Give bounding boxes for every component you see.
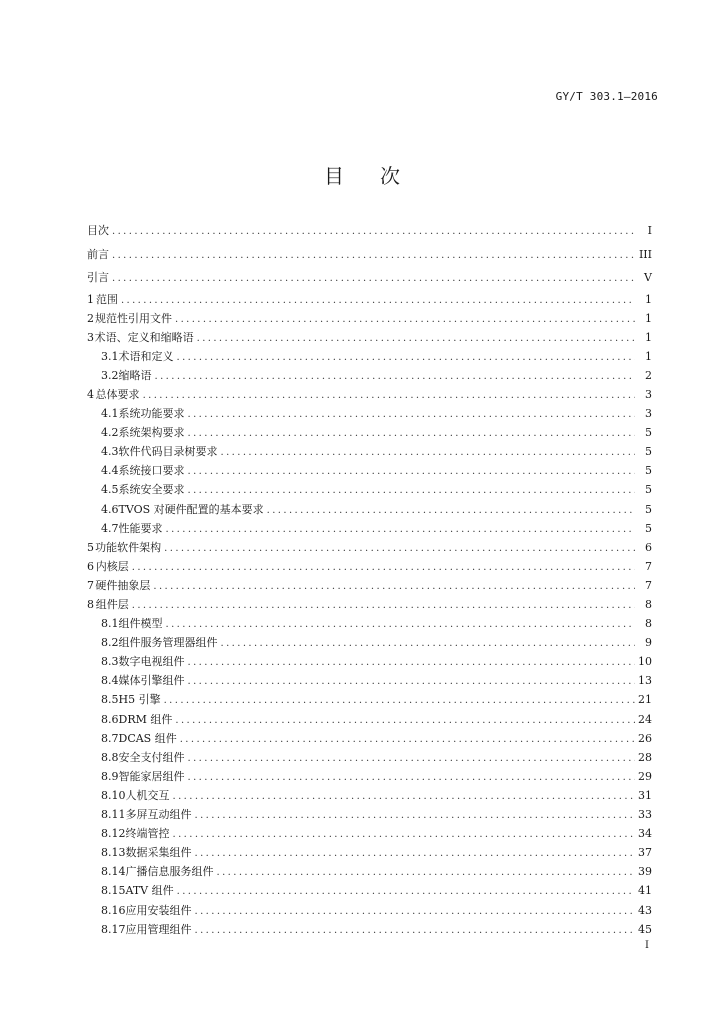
toc-entry-page: 1 (645, 349, 652, 363)
toc-entry-label: 系统安全要求 (118, 483, 185, 497)
toc-entry[interactable] (87, 366, 652, 385)
toc-entry-label: ATV 组件 (125, 884, 174, 898)
title-char-1: 目 (324, 164, 344, 188)
toc-leader-dots (164, 539, 635, 558)
toc-entry-label: 总体要求 (95, 387, 140, 401)
toc-entry[interactable] (87, 824, 652, 843)
toc-entry[interactable] (87, 423, 652, 442)
toc-entry-number: 4.7 (101, 521, 119, 535)
toc-entry-number: 8.7 (101, 731, 119, 745)
toc-leader-dots (195, 902, 636, 921)
toc-entry[interactable] (87, 862, 652, 881)
document-code: GY/T 303.1—2016 (555, 90, 658, 103)
toc-leader-dots (121, 291, 635, 310)
toc-leader-dots (195, 806, 636, 825)
toc-entry-label: 组件模型 (118, 617, 163, 631)
toc-entry-label: 范围 (95, 292, 118, 306)
toc-entry-label: TVOS 对硬件配置的基本要求 (118, 502, 264, 516)
toc-entry-label: 前言 (87, 247, 109, 261)
toc-entry-label: 应用安装组件 (125, 903, 192, 917)
toc-entry[interactable] (87, 576, 652, 595)
toc-leader-dots (221, 443, 636, 462)
toc-entry-label: DRM 组件 (118, 712, 173, 726)
toc-entry-label: 术语和定义 (118, 349, 174, 363)
toc-entry-page: 7 (645, 559, 652, 573)
toc-entry[interactable] (87, 385, 652, 404)
toc-entry[interactable] (87, 633, 652, 652)
toc-entry-page: 28 (638, 750, 652, 764)
toc-entry-page: 3 (645, 387, 652, 401)
toc-entry-label: 功能软件架构 (95, 540, 162, 554)
toc-entry-page: 5 (645, 502, 652, 516)
toc-entry-number: 3.1 (101, 349, 119, 363)
toc-leader-dots (188, 424, 636, 443)
toc-entry-number: 8 (87, 598, 94, 611)
toc-entry-label: 缩略语 (118, 368, 152, 382)
toc-entry[interactable] (87, 843, 652, 862)
toc-leader-dots (164, 691, 635, 710)
toc-entry-number: 8.3 (101, 655, 119, 669)
toc-entry-number: 6 (87, 559, 94, 573)
toc-entry-number: 4.1 (101, 407, 119, 421)
toc-entry[interactable] (87, 461, 652, 480)
toc-entry-page: 7 (645, 578, 652, 592)
toc-entry-label: 媒体引擎组件 (118, 674, 185, 688)
toc-entry-number: 8.13 (101, 846, 126, 860)
toc-entry-label: 内核层 (95, 559, 129, 573)
toc-entry-page: 5 (645, 483, 652, 497)
toc-entry[interactable] (87, 404, 652, 423)
toc-entry[interactable] (87, 519, 652, 538)
toc-entry-page: 31 (638, 788, 652, 802)
toc-entry[interactable] (87, 767, 652, 786)
toc-leader-dots (188, 672, 636, 691)
toc-entry[interactable] (87, 881, 652, 900)
toc-entry-page: 9 (645, 636, 652, 650)
toc-entry-page: 8 (645, 598, 652, 611)
toc-leader-dots (132, 596, 635, 615)
toc-entry[interactable] (87, 442, 652, 461)
toc-entry-page: 5 (645, 445, 652, 459)
toc-leader-dots (166, 615, 636, 634)
toc-leader-dots (166, 520, 636, 539)
toc-leader-dots (112, 220, 635, 244)
toc-entry-page: 13 (638, 674, 652, 688)
toc-entry[interactable] (87, 671, 652, 690)
toc-entry-label: 软件代码目录树要求 (118, 445, 218, 459)
toc-entry-number: 3 (87, 330, 94, 344)
toc-entry[interactable] (87, 729, 652, 748)
toc-leader-dots (112, 267, 635, 291)
toc-entry-label: 数字电视组件 (118, 655, 185, 669)
toc-entry-page: V (644, 271, 652, 284)
toc-entry-page: 24 (638, 712, 652, 726)
toc-entry-number: 4.2 (101, 426, 119, 440)
toc-entry[interactable] (87, 500, 652, 519)
toc-entry-number: 8.8 (101, 750, 119, 764)
toc-entry[interactable] (87, 266, 652, 290)
toc-entry-page: 29 (638, 769, 652, 783)
toc-leader-dots (188, 653, 636, 672)
toc-entry-page: 43 (638, 903, 652, 917)
toc-entry-label: 系统架构要求 (118, 426, 185, 440)
toc-entry-number: 4 (87, 387, 94, 401)
toc-entry-number: 4.3 (101, 445, 119, 459)
toc-entry-number: 8.17 (101, 922, 126, 936)
toc-entry-label: 广播信息服务组件 (125, 865, 214, 879)
toc-entry-number: 3.2 (101, 368, 119, 382)
toc-entry[interactable] (87, 748, 652, 767)
toc-leader-dots (175, 711, 635, 730)
toc-entry-number: 8.1 (101, 617, 119, 631)
toc-entry-page: 10 (638, 655, 652, 669)
toc-entry-page: 1 (645, 292, 652, 306)
toc-entry-label: H5 引擎 (118, 693, 161, 707)
toc-entry-number: 8.10 (101, 788, 126, 802)
toc-entry-label: 数据采集组件 (125, 846, 192, 860)
toc-leader-dots (197, 329, 635, 348)
toc-entry-page: I (647, 224, 652, 237)
toc-entry-number: 8.9 (101, 769, 119, 783)
toc-entry[interactable] (87, 710, 652, 729)
toc-entry-page: 2 (645, 368, 652, 382)
toc-leader-dots (177, 348, 636, 367)
toc-entry[interactable] (87, 328, 652, 347)
toc-leader-dots (177, 882, 635, 901)
toc-entry-label: 目次 (87, 224, 109, 237)
toc-entry[interactable] (87, 901, 652, 920)
toc-entry-number: 8.11 (101, 808, 126, 822)
toc-leader-dots (112, 244, 635, 268)
toc-entry-number: 8.15 (101, 884, 126, 898)
toc-entry-number: 2 (87, 311, 94, 325)
toc-entry[interactable] (87, 243, 652, 267)
toc-entry-label: 性能要求 (118, 521, 163, 535)
toc-entry-page: 5 (645, 426, 652, 440)
toc-entry[interactable] (87, 786, 652, 805)
toc-entry[interactable] (87, 920, 652, 939)
toc-leader-dots (217, 863, 636, 882)
toc-entry-page: 41 (638, 884, 652, 898)
toc-entry-label: 组件服务管理器组件 (118, 636, 218, 650)
toc-entry[interactable] (87, 805, 652, 824)
toc-leader-dots (180, 730, 635, 749)
toc-entry-number: 1 (87, 292, 94, 306)
toc-entry-label: 硬件抽象层 (95, 578, 151, 592)
toc-entry-number: 8.4 (101, 674, 119, 688)
toc-entry-page: 33 (638, 808, 652, 822)
toc-entry[interactable] (87, 347, 652, 366)
toc-entry-label: 智能家居组件 (118, 769, 185, 783)
toc-entry-label: 终端管控 (125, 827, 170, 841)
toc-leader-dots (143, 386, 635, 405)
toc-entry-label: 规范性引用文件 (94, 311, 172, 325)
toc-entry-number: 4.6 (101, 502, 119, 516)
toc-entry-number: 8.5 (101, 693, 119, 707)
toc-leader-dots (188, 749, 636, 768)
toc-entry[interactable] (87, 690, 652, 709)
toc-leader-dots (188, 768, 636, 787)
page-title (0, 160, 724, 189)
toc-entry-label: 人机交互 (125, 788, 170, 802)
toc-entry[interactable] (87, 219, 652, 243)
toc-entry[interactable] (87, 290, 652, 309)
toc-entry-number: 8.2 (101, 636, 119, 650)
toc-entry-page: 6 (645, 540, 652, 554)
toc-entry-page: 45 (638, 922, 652, 936)
toc-entry-number: 8.12 (101, 827, 126, 841)
toc-entry-page: 21 (638, 693, 652, 707)
toc-entry-number: 8.6 (101, 712, 119, 726)
toc-entry-page: 3 (645, 407, 652, 421)
toc-entry-label: DCAS 组件 (118, 731, 177, 745)
toc-entry-page: III (638, 247, 652, 261)
toc-entry[interactable] (87, 557, 652, 576)
toc-entry[interactable] (87, 652, 652, 671)
toc-entry-number: 8.16 (101, 903, 126, 917)
toc-leader-dots (188, 462, 636, 481)
toc-leader-dots (153, 577, 635, 596)
title-char-2: 次 (380, 164, 400, 188)
toc-entry-page: 1 (645, 330, 652, 344)
toc-entry-number: 5 (87, 540, 94, 554)
toc-entry[interactable] (87, 480, 652, 499)
toc-entry-number: 8.14 (101, 865, 126, 879)
toc-entry-number: 4.4 (101, 464, 119, 478)
toc-entry-page: 8 (645, 617, 652, 631)
toc-entry-page: 5 (645, 464, 652, 478)
toc-entry-page: 37 (638, 846, 652, 860)
toc-entry[interactable] (87, 614, 652, 633)
toc-leader-dots (173, 787, 636, 806)
toc-entry-number: 4.5 (101, 483, 119, 497)
toc-entry[interactable] (87, 309, 652, 328)
toc-entry-page: 1 (645, 311, 652, 325)
toc-entry-label: 多屏互动组件 (125, 808, 192, 822)
toc-entry-page: 34 (638, 827, 652, 841)
toc-leader-dots (175, 310, 635, 329)
toc-entry-label: 引言 (87, 271, 109, 284)
toc-leader-dots (221, 634, 636, 653)
toc-leader-dots (195, 844, 636, 863)
toc-entry-label: 应用管理组件 (125, 922, 192, 936)
toc-entry-label: 系统功能要求 (118, 407, 185, 421)
toc-entry-label: 安全支付组件 (118, 750, 185, 764)
toc-entry-label: 术语、定义和缩略语 (94, 330, 194, 344)
toc-leader-dots (267, 501, 635, 520)
toc-entry-page: 5 (645, 521, 652, 535)
toc-leader-dots (195, 921, 636, 940)
toc-entry-label: 系统接口要求 (118, 464, 185, 478)
page-footer-number: I (645, 940, 649, 951)
toc-leader-dots (173, 825, 636, 844)
toc-entry[interactable] (87, 538, 652, 557)
toc-entry-label: 组件层 (95, 598, 129, 611)
toc-entry-page: 26 (638, 731, 652, 745)
toc-leader-dots (188, 405, 636, 424)
table-of-contents (87, 219, 652, 939)
toc-leader-dots (155, 367, 636, 386)
toc-entry[interactable] (87, 595, 652, 614)
toc-entry-page: 39 (638, 865, 652, 879)
toc-entry-number: 7 (87, 578, 94, 592)
toc-leader-dots (132, 558, 635, 577)
toc-leader-dots (188, 481, 636, 500)
